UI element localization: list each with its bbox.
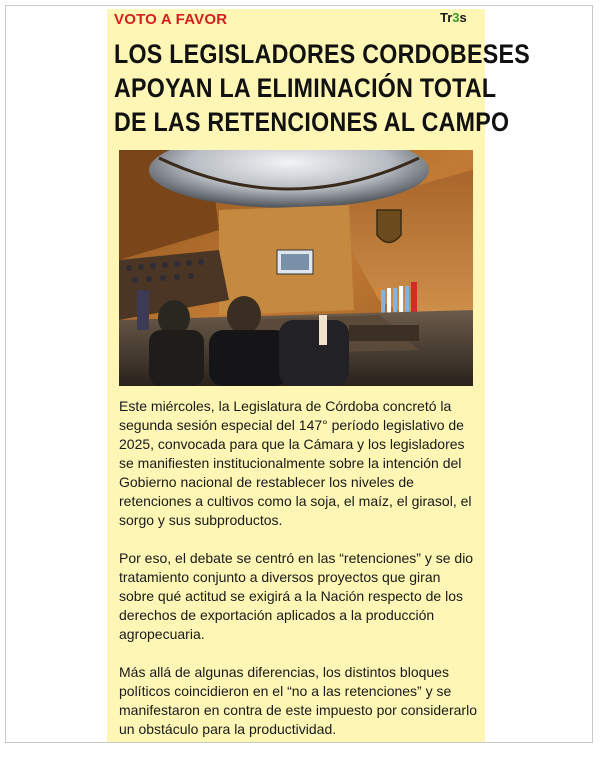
paragraph: Este miércoles, la Legislatura de Córdoba concretó la segunda sesión especial del 147° período legislativo de 2025, convocada para que la Cámara y los legisladores se manifiesten institucionalmente sobre la intención del Gobierno nacional de restablecer los niveles de retenciones a cultivos como la soja, el maíz, el girasol, el sorgo y sus subproductos. xyxy=(119,398,472,528)
headline-line: DE LAS RETENCIONES AL CAMPO xyxy=(114,107,510,137)
headline-line: LOS LEGISLADORES CORDOBESES xyxy=(114,39,530,69)
legislature-photo xyxy=(119,150,473,386)
logo-suffix: s xyxy=(459,10,467,25)
article-body xyxy=(119,397,479,758)
paragraph: Por eso, el debate se centró en las “retenciones” y se dio tratamiento conjunto a diversos proyectos que giran sobre qué actitud se exigirá a la Nación respecto de los derechos de exportación aplicados a la producción agropecuaria. xyxy=(119,550,474,642)
headline xyxy=(114,37,530,139)
article-card xyxy=(107,9,530,742)
logo-accent: 3 xyxy=(452,10,460,25)
legislature-chamber-illustration xyxy=(119,150,473,386)
paragraph: Más allá de algunas diferencias, los distintos bloques políticos coincidieron en el “no a las retenciones” y se manifestaron en contra de este impuesto por considerarlo un obstáculo para la productividad. xyxy=(119,664,477,737)
headline-line: APOYAN LA ELIMINACIÓN TOTAL xyxy=(114,73,497,103)
section-label: VOTO A FAVOR xyxy=(114,11,228,28)
publication-logo xyxy=(440,9,474,27)
logo-prefix: Tr xyxy=(440,10,453,25)
